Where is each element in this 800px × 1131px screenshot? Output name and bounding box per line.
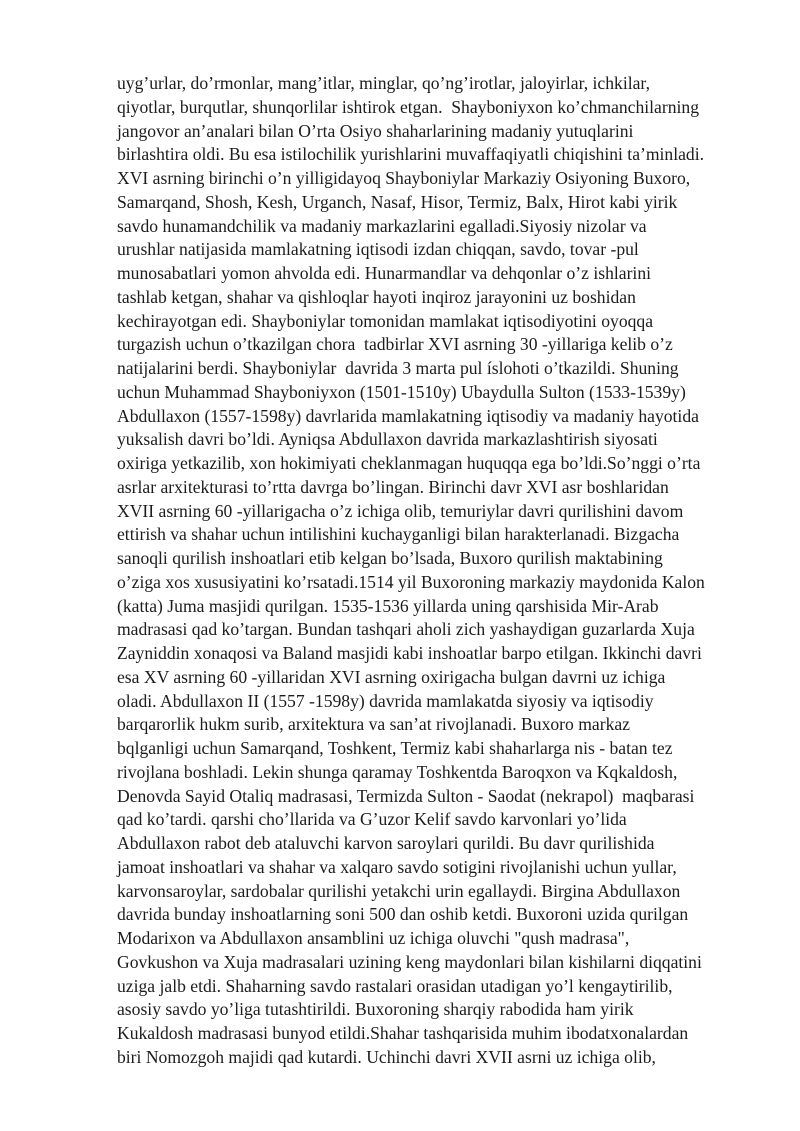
text-line: uchun Muhammad Shayboniyxon (1501-1510y) Ubaydulla Sulton (1533-1539y) xyxy=(117,381,686,402)
text-line: Samarqand, Shosh, Kesh, Urganch, Nasaf, Hisor, Termiz, Balx, Hirot kabi yirik xyxy=(117,191,678,212)
text-line: madrasasi qad ko’targan. Bundan tashqari aholi zich yashaydigan guzarlarda Xuja xyxy=(117,619,695,640)
text-line: davrida bunday inshoatlarning soni 500 dan oshib ketdi. Buxoroni uzida qurilgan xyxy=(117,904,689,925)
text-line: savdo hunamandchilik va madaniy markazlarini egalladi.Siyosiy nizolar va xyxy=(117,215,647,236)
text-line: kechirayotgan edi. Shayboniylar tomonidan mamlakat iqtisodiyotini oyoqqa xyxy=(117,310,654,331)
text-line: munosabatlari yomon ahvolda edi. Hunarmandlar va dehqonlar o’z ishlarini xyxy=(117,263,652,283)
text-line: Abdullaxon rabot deb ataluvchi karvon saroylari qurildi. Bu davr qurilishida xyxy=(117,833,655,853)
text-line: yuksalish davri bo’ldi. Ayniqsa Abdullaxon davrida markazlashtirish siyosati xyxy=(117,429,658,450)
text-line: oxiriga yetkazilib, xon hokimiyati cheklanmagan huquqqa ega bo’ldi.So’nggi o’rta xyxy=(117,453,701,473)
text-line: (katta) Juma masjidi qurilgan. 1535-1536 yillarda uning qarshisida Mir-Arab xyxy=(117,595,659,616)
text-line: barqarorlik hukm surib, arxitektura va san’at rivojlanadi. Buxoro markaz xyxy=(117,714,630,735)
text-line: karvonsaroylar, sardobalar qurilishi yetakchi urin egallaydi. Birgina Abdullaxon xyxy=(117,880,681,901)
text-line: oladi. Abdullaxon II (1557 -1598y) davrida mamlakatda siyosiy va iqtisodiy xyxy=(117,690,654,711)
text-line: bqlganligi uchun Samarqand, Toshkent, Termiz kabi shaharlarga nis - batan tez xyxy=(117,738,673,758)
text-line: ettirish va shahar uchun intilishini kuchayganligi bilan harakterlanadi. Bizgacha xyxy=(117,524,680,545)
text-line: XVI asrning birinchi o’n yilligidayoq Shayboniylar Markaziy Osiyoning Buxoro, xyxy=(117,168,691,188)
text-line: Govkushon va Xuja madrasalari uzining keng maydonlari bilan kishilarni diqqatini xyxy=(117,951,702,972)
text-line: uyg’urlar, do’rmonlar, mang’itlar, minglar, qo’ng’irotlar, jaloyirlar, ichkilar, xyxy=(117,73,650,93)
text-line: esa XV asrning 60 -yillaridan XVI asrning oxirigacha bulgan davrni uz ichiga xyxy=(117,666,666,687)
text-line: jamoat inshoatlari va shahar va xalqaro savdo sotigini rivojlanishi uchun yullar, xyxy=(117,856,677,877)
text-line: asrlar arxitekturasi to’rtta davrga bo’lingan. Birinchi davr XVI asr boshlaridan xyxy=(117,476,669,497)
text-line: urushlar natijasida mamlakatning iqtisodi izdan chiqqan, savdo, tovar -pul xyxy=(117,239,639,260)
text-line: jangovor an’analari bilan O’rta Osiyo shaharlarining madaniy yutuqlarini xyxy=(117,120,634,141)
text-line: qad ko’tardi. qarshi cho’llarida va G’uzor Kelif savdo karvonlari yo’lida xyxy=(117,809,627,830)
text-line: Abdullaxon (1557-1598y) davrlarida mamlakatning iqtisodiy va madaniy hayotida xyxy=(117,405,699,426)
text-line: rivojlana boshladi. Lekin shunga qaramay Toshkentda Baroqxon va Kqkaldosh, xyxy=(117,761,678,782)
text-line: turgazish uchun o’tkazilgan chora tadbirlar XVI asrning 30 -yillariga kelib o’z xyxy=(117,334,673,355)
text-line: biri Nomozgoh majidi qad kutardi. Uchinchi davri XVII asrni uz ichiga olib, xyxy=(117,1046,656,1067)
text-line: tashlab ketgan, shahar va qishloqlar hayoti inqiroz jarayonini uz boshidan xyxy=(117,286,636,307)
text-line: o’ziga xos xususiyatini ko’rsatadi.1514 yil Buxoroning markaziy maydonida Kalon xyxy=(117,571,705,592)
text-line: Kukaldosh madrasasi bunyod etildi.Shahar tashqarisida muhim ibodatxonalardan xyxy=(117,1023,689,1043)
text-line: sanoqli qurilish inshoatlari etib kelgan bo’lsada, Buxoro qurilish maktabining xyxy=(117,548,663,568)
text-line: natijalarini berdi. Shayboniylar davrida 3 marta pul íslohoti o’tkazildi. Shuning xyxy=(117,358,679,378)
text-line: qiyotlar, burqutlar, shunqorlilar ishtirok etgan. Shayboniyxon ko’chmanchilarning xyxy=(117,96,700,117)
text-line: Modarixon va Abdullaxon ansamblini uz ichiga oluvchi "qush madrasa", xyxy=(117,928,630,948)
text-line: uziga jalb etdi. Shaharning savdo rastalari orasidan utadigan yo’l kengaytirilib, xyxy=(117,975,673,996)
text-line: Denovda Sayid Otaliq madrasasi, Termizda Sulton - Saodat (nekrapol) maqbarasi xyxy=(117,785,695,806)
text-line: XVII asrning 60 -yillarigacha o’z ichiga olib, temuriylar davri qurilishini davom xyxy=(117,500,684,521)
text-line: asosiy savdo yo’liga tutashtirildi. Buxoroning sharqiy rabodida ham yirik xyxy=(117,999,634,1020)
text-line: Zayniddin xonaqosi va Baland masjidi kabi inshoatlar barpo etilgan. Ikkinchi davri xyxy=(117,643,702,663)
document-body xyxy=(117,72,757,1070)
text-line: birlashtira oldi. Bu esa istilochilik yurishlarini muvaffaqiyatli chiqishini ta’minladi. xyxy=(117,144,705,165)
